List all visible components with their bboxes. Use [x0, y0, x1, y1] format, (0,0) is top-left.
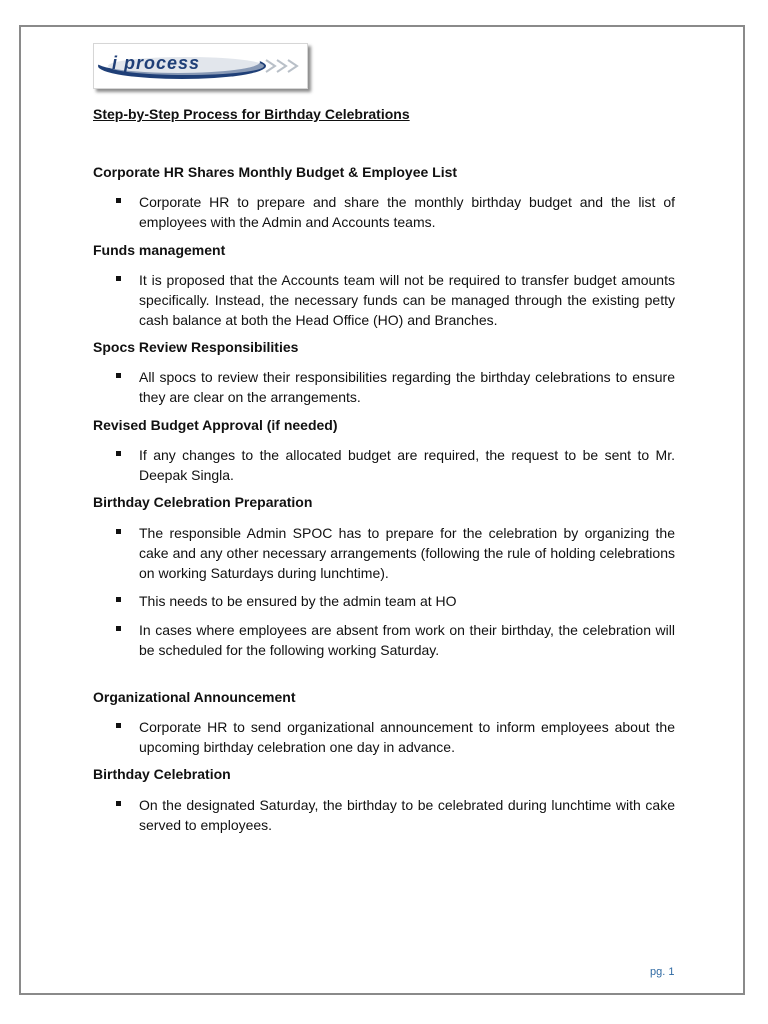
bullet-square-icon — [116, 373, 121, 378]
document-title: Step-by-Step Process for Birthday Celebrations — [93, 106, 410, 122]
section-heading: Spocs Review Responsibilities — [93, 339, 299, 355]
bullet-square-icon — [116, 801, 121, 806]
bullet-square-icon — [116, 198, 121, 203]
bullet-text: All spocs to review their responsibilities regarding the birthday celebrations to ensure they are clear on the arrangements. — [139, 369, 675, 405]
bullet-text: It is proposed that the Accounts team will not be required to transfer budget amounts specifically. Instead, the necessary funds can be managed through the existing petty cash balance at both the Head Office (HO) and Branches. — [139, 272, 675, 328]
bullet-item — [116, 270, 675, 330]
logo-text: i process — [112, 53, 201, 73]
bullet-text: If any changes to the allocated budget are required, the request to be sent to Mr. Deepak Singla. — [139, 447, 675, 483]
company-logo — [93, 43, 308, 89]
bullet-square-icon — [116, 723, 121, 728]
bullet-item — [116, 367, 675, 407]
page-number: pg. 1 — [650, 966, 675, 978]
bullet-square-icon — [116, 597, 121, 602]
bullet-item — [116, 523, 675, 583]
section-heading: Birthday Celebration — [93, 766, 231, 782]
bullet-square-icon — [116, 451, 121, 456]
bullet-item — [116, 445, 675, 485]
bullet-item — [116, 717, 675, 757]
bullet-text: On the designated Saturday, the birthday to be celebrated during lunchtime with cake served to employees. — [139, 797, 675, 833]
bullet-item — [116, 192, 675, 232]
bullet-item — [116, 591, 675, 611]
bullet-item — [116, 620, 675, 660]
section-heading: Corporate HR Shares Monthly Budget & Employee List — [93, 164, 458, 180]
bullet-text: This needs to be ensured by the admin team at HO — [139, 593, 457, 609]
bullet-text: In cases where employees are absent from work on their birthday, the celebration will be scheduled for the following working Saturday. — [139, 622, 675, 658]
bullet-square-icon — [116, 529, 121, 534]
bullet-item — [116, 795, 675, 835]
bullet-square-icon — [116, 626, 121, 631]
bullet-text: Corporate HR to send organizational announcement to inform employees about the upcoming birthday celebration one day in advance. — [139, 719, 675, 755]
bullet-square-icon — [116, 276, 121, 281]
section-heading: Birthday Celebration Preparation — [93, 494, 313, 510]
bullet-text: Corporate HR to prepare and share the monthly birthday budget and the list of employees with the Admin and Accounts teams. — [139, 194, 675, 230]
section-heading: Funds management — [93, 242, 226, 258]
section-heading: Revised Budget Approval (if needed) — [93, 417, 338, 433]
bullet-text: The responsible Admin SPOC has to prepare for the celebration by organizing the cake and any other necessary arrangements (following the rule of holding celebrations on working Saturdays during lunchtime). — [139, 525, 675, 581]
section-heading: Organizational Announcement — [93, 689, 296, 705]
